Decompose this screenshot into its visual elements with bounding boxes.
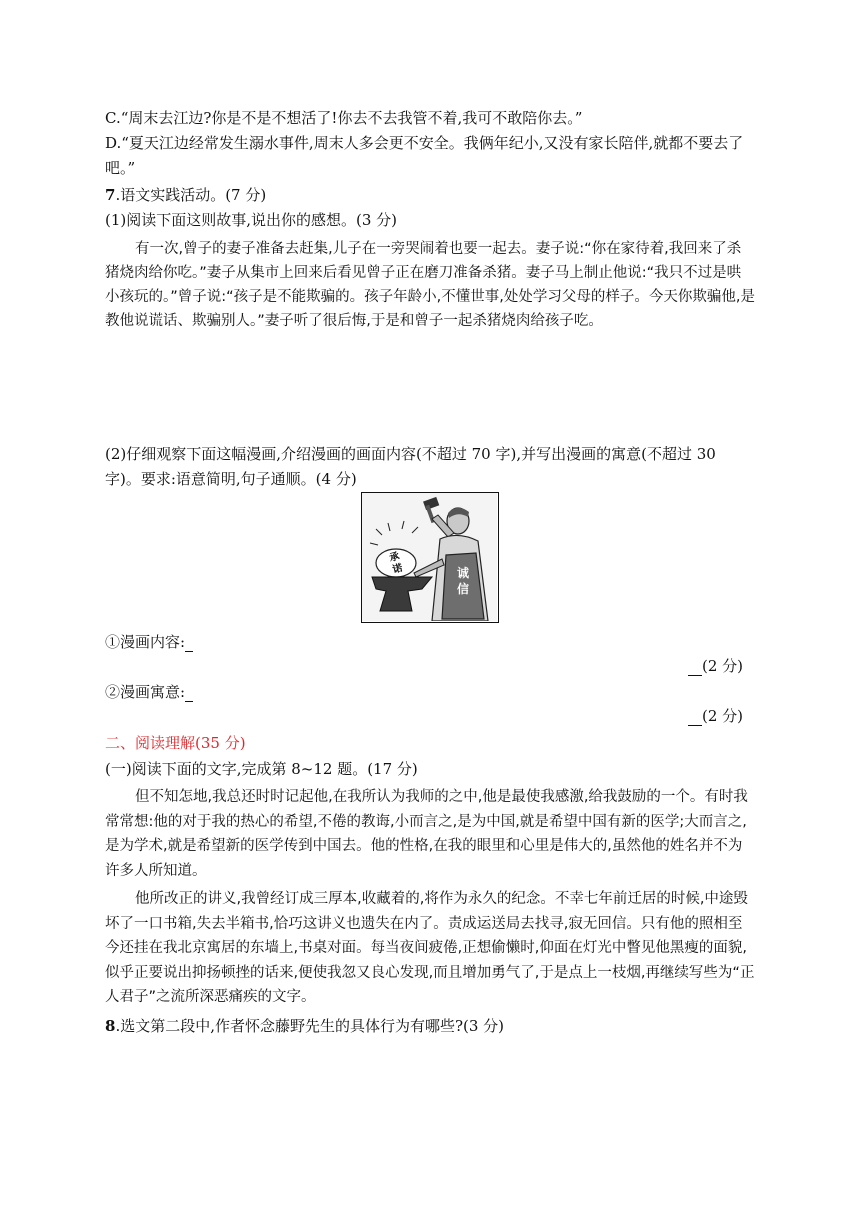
answer-2-row — [105, 682, 193, 702]
section-2-subtitle: (一)阅读下面的文字,完成第 8~12 题。(17 分) — [105, 760, 418, 778]
cartoon-integrity-text-2: 信 — [456, 582, 470, 596]
story-paragraph: 有一次,曾子的妻子准备去赶集,儿子在一旁哭闹着也要一起去。妻子说:“你在家待着,我回来了杀猪烧肉给你吃。”妻子从集市上回来后看见曾子正在磨刀准备杀猪。妻子马上制止他说:“我只不过是哄小孩玩的。”曾子说:“孩子是不能欺骗的。孩子年龄小,不懂世事,处处学习父母的样子。今天你欺骗他,是教他说谎话、欺骗别人。”妻子听了很后悔,于是和曾子一起杀猪烧肉给孩子吃。 — [105, 241, 755, 329]
answer-1-score: (2 分) — [701, 657, 743, 675]
reading-paragraph-2: 他所改正的讲义,我曾经订成三厚本,收藏着的,将作为永久的纪念。不幸七年前迁居的时候,中途毁坏了一口书箱,失去半箱书,恰巧这讲义也遗失在内了。责成运送局去找寻,寂无回信。只有他的照相至今还挂在我北京寓居的东墙上,书桌对面。每当夜间疲倦,正想偷懒时,仰面在灯光中瞥见他黑瘦的面貌,似乎正要说出抑扬顿挫的话来,便使我忽又良心发现,而且增加勇气了,于是点上一枝烟,再继续写些为“正人君子”之流所深恶痛疾的文字。 — [105, 891, 755, 1005]
question-7-title — [105, 185, 266, 205]
question-number: 7 — [105, 186, 116, 204]
answer-1-row — [105, 632, 193, 652]
option-d-line1: D.“夏天江边经常发生溺水事件,周末人多会更不安全。我俩年纪小,又没有家长陪伴,就都不要去了 — [105, 134, 744, 152]
question-7-part1: (1)阅读下面这则故事,说出你的感想。(3 分) — [105, 211, 398, 229]
question-7-part2: (2)仔细观察下面这幅漫画,介绍漫画的画面内容(不超过 70 字),并写出漫画的寓意(不超过 30 字)。要求:语意简明,句子通顺。(4 分) — [105, 445, 716, 488]
answer-2-score: (2 分) — [701, 707, 743, 725]
answer-2-blank-end[interactable] — [688, 710, 702, 726]
cartoon-integrity-text: 诚 — [456, 566, 470, 580]
answer-1-score-row — [688, 656, 743, 676]
cartoon-image — [361, 492, 499, 623]
question-text: .语文实践活动。(7 分) — [115, 186, 267, 204]
option-c: C.“周末去江边?你是不是不想活了!你去不去我管不着,我可不敢陪你去。” — [105, 109, 583, 127]
question-8 — [105, 1016, 504, 1036]
answer-2-blank[interactable] — [185, 686, 193, 702]
cartoon-drawing — [362, 493, 497, 621]
option-d-line2: 吧。” — [105, 159, 136, 177]
question-8-text: .选文第二段中,作者怀念藤野先生的具体行为有哪些?(3 分) — [115, 1017, 505, 1035]
answer-1-blank-end[interactable] — [688, 660, 702, 676]
answer-2-score-row — [688, 706, 743, 726]
reading-paragraph-1: 但不知怎地,我总还时时记起他,在我所认为我师的之中,他是最使我感激,给我鼓励的一个。有时我常常想:他的对于我的热心的希望,不倦的教诲,小而言之,是为中国,就是希望中国有新的医学;大而言之,是为学术,就是希望新的医学传到中国去。他的性格,在我的眼里和心里是伟大的,虽然他的姓名并不为许多人所知道。 — [105, 789, 748, 879]
answer-1-label: ①漫画内容: — [105, 633, 186, 651]
section-2-title: 二、阅读理解(35 分) — [105, 734, 246, 752]
cartoon-promise-text: 承 — [388, 551, 401, 565]
cartoon-promise-text-2: 诺 — [391, 562, 404, 576]
question-8-number: 8 — [105, 1017, 116, 1035]
answer-2-label: ②漫画寓意: — [105, 683, 186, 701]
answer-1-blank[interactable] — [185, 636, 193, 652]
